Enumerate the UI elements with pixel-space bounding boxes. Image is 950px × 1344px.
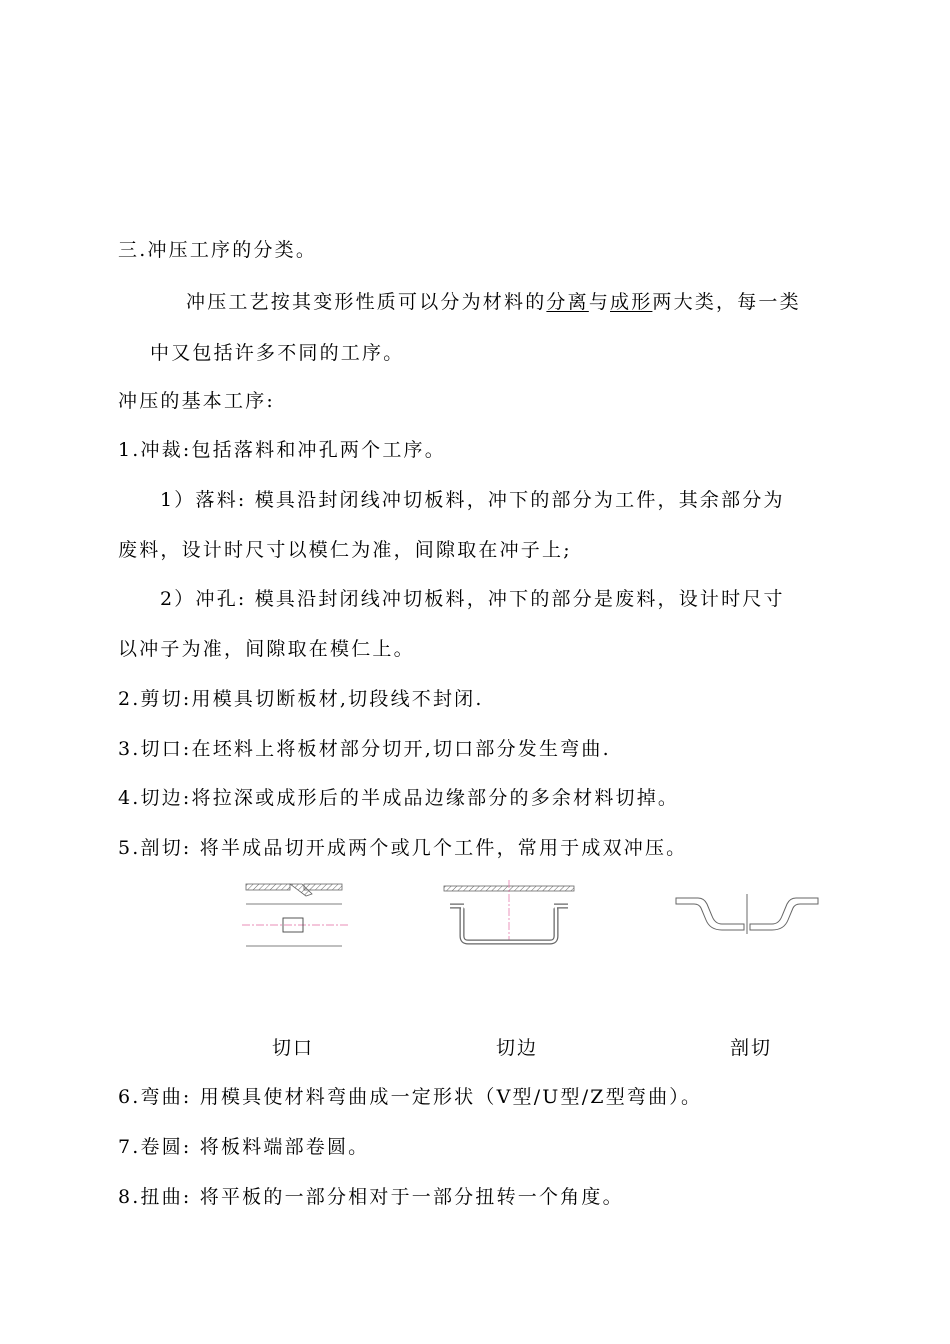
term-forming: 成形 [610,291,653,313]
term-separation: 分离 [546,291,589,313]
item-blanking-line-1: 1）落料: 模具沿封闭线冲切板料，冲下的部分为工件，其余部分为 [160,489,785,511]
parting-caption: 剖切 [730,1037,773,1059]
trimming-figure [440,880,580,948]
basic-process-heading: 冲压的基本工序: [118,390,276,412]
item-punching-line-1: 2）冲孔: 模具沿封闭线冲切板料，冲下的部分是废料，设计时尺寸 [160,588,785,610]
intro-text-2: 两大类，每一类 [652,291,801,313]
item-punching-line-2: 以冲子为准，间隙取在模仁上。 [118,638,415,660]
section-title: 三.冲压工序的分类。 [118,239,318,261]
item-bending: 6.弯曲: 用模具使材料弯曲成一定形状（V型/U型/Z型弯曲）。 [118,1086,703,1108]
notching-figure [240,880,350,952]
item-trimming: 4.切边:将拉深或成形后的半成品边缘部分的多余材料切掉。 [118,787,680,809]
item-blanking-punching: 1.冲裁:包括落料和冲孔两个工序。 [118,439,446,461]
item-notching: 3.切口:在坯料上将板材部分切开,切口部分发生弯曲. [118,738,611,760]
item-curling: 7.卷圆: 将板料端部卷圆。 [118,1136,370,1158]
item-shearing: 2.剪切:用模具切断板材,切段线不封闭. [118,688,484,710]
trimming-caption: 切边 [496,1037,539,1059]
parting-figure [672,890,822,936]
item-blanking-line-2: 废料，设计时尺寸以模仁为准，间隙取在冲子上; [118,539,572,561]
intro-joiner: 与 [588,291,611,313]
item-twisting: 8.扭曲: 将平板的一部分相对于一部分扭转一个角度。 [118,1186,624,1208]
intro-paragraph-line-1 [186,290,801,314]
item-parting: 5.剖切: 将半成品切开成两个或几个工件，常用于成双冲压。 [118,837,688,859]
intro-text-1: 冲压工艺按其变形性质可以分为材料的 [186,291,547,313]
intro-paragraph-line-2: 中又包括许多不同的工序。 [150,342,405,364]
notching-caption: 切口 [272,1037,315,1059]
